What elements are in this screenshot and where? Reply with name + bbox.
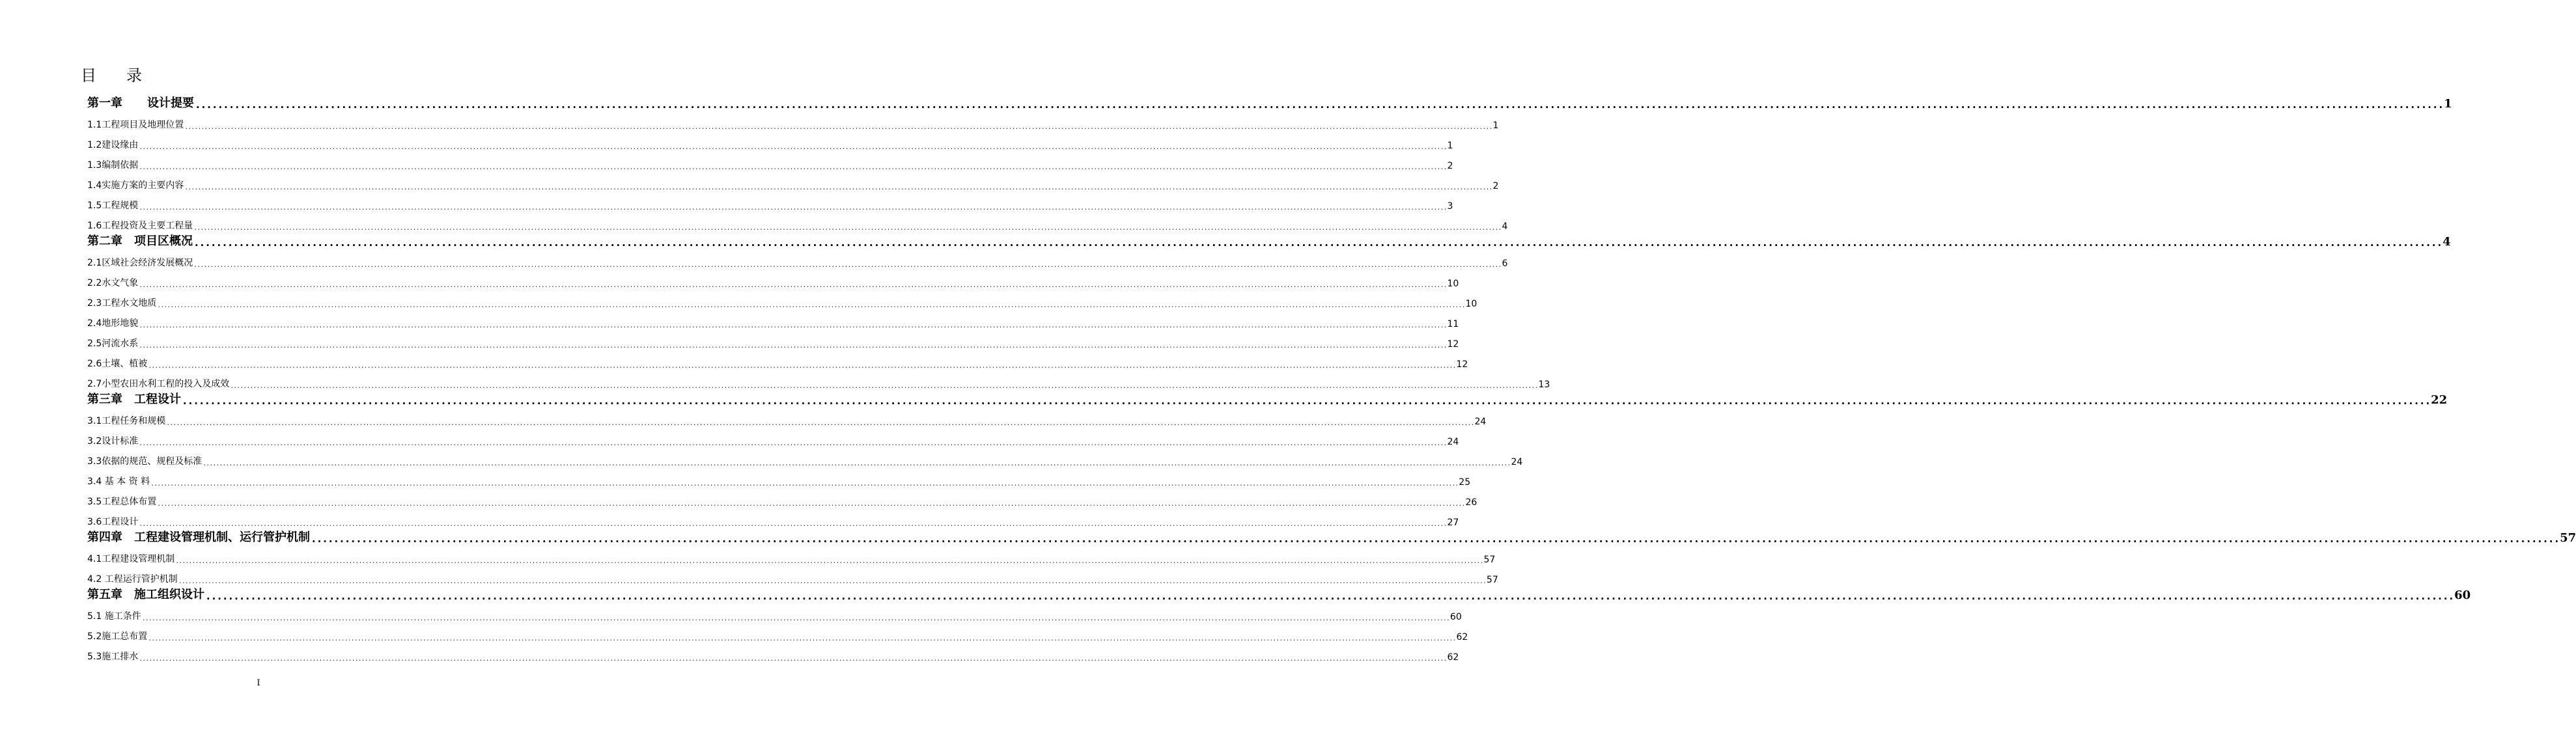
section-page-number: 60 [1449, 612, 1462, 622]
toc-section-entry[interactable] [87, 111, 1499, 131]
section-page-number: 24 [1511, 457, 1523, 467]
section-title: 1.1工程项目及地理位置 [87, 120, 184, 130]
dot-leader: ................................................................................................................................................................................................................................................................................................................................................................................................................ [184, 184, 1492, 191]
section-page-number: 13 [1538, 379, 1550, 390]
section-page-number: 4 [1502, 221, 1508, 232]
dot-leader: ................................................................................................................................................................................................................................................................................................................................................................................................................ [175, 558, 1483, 565]
chapter-number: 第四章 [87, 531, 122, 544]
section-page-number: 2 [1447, 161, 1453, 171]
section-page-number: 12 [1456, 359, 1468, 370]
section-page-number: 26 [1465, 497, 1477, 508]
chapter-page-number: 57 [2560, 531, 2576, 545]
toc-section-entry[interactable] [87, 602, 1462, 622]
dot-leader: ................................................................................................................................................................................................................................................................................................................................................................................................................ [193, 262, 1502, 269]
toc-section-entry[interactable] [87, 171, 1499, 191]
section-title: 2.7小型农田水利工程的投入及成效 [87, 379, 230, 389]
section-page-number: 62 [1456, 632, 1468, 642]
section-title: 5.2施工总布置 [87, 631, 148, 642]
toc-section-entry[interactable] [87, 565, 1498, 585]
section-title: 5.1 施工条件 [87, 611, 141, 622]
section-page-number: 10 [1447, 279, 1459, 289]
dot-leader: ................................................................................................................................................................................................................................................................................................................................................................................................................ [139, 440, 1447, 447]
section-title: 3.6工程设计 [87, 517, 139, 527]
section-page-number: 10 [1465, 299, 1477, 309]
chapter-number: 第二章 [87, 234, 122, 248]
chapter-heading [87, 232, 193, 249]
toc-section-entry[interactable] [87, 642, 1459, 663]
toc-section-entry[interactable] [87, 508, 1459, 528]
dot-leader: ................................................................................................................................................................................................................................................................................................................................................................................................................ [184, 124, 1492, 131]
chapter-number: 第三章 [87, 393, 122, 406]
toc-section-entry[interactable] [87, 467, 1471, 488]
chapter-page-number: 60 [2454, 588, 2471, 602]
toc-section-entry[interactable] [87, 545, 1496, 565]
toc-chapter-entry[interactable] [87, 390, 2448, 407]
toc-section-entry[interactable] [87, 488, 1477, 508]
section-page-number: 25 [1459, 477, 1471, 488]
dot-leader: ................................................................................................................................................................................................................................................................................................................................................................................................................ [205, 590, 2454, 602]
dot-leader: ................................................................................................................................................................................................................................................................................................................................................................................................................ [203, 460, 1511, 467]
dot-leader: ................................................................................................................................................................................................................................................................................................................................................................................................................ [139, 282, 1447, 289]
section-title: 1.4实施方案的主要内容 [87, 180, 184, 191]
toc-section-entry[interactable] [87, 622, 1468, 642]
section-title: 1.3编制依据 [87, 160, 139, 171]
dot-leader: ................................................................................................................................................................................................................................................................................................................................................................................................................ [139, 204, 1447, 212]
chapter-number: 第一章 [87, 96, 122, 110]
chapter-title: 工程设计 [134, 393, 181, 406]
toc-section-entry[interactable] [87, 447, 1523, 467]
section-page-number: 1 [1447, 141, 1453, 151]
toc-section-entry[interactable] [87, 350, 1468, 370]
dot-leader: ................................................................................................................................................................................................................................................................................................................................................................................................................ [311, 532, 2560, 545]
section-page-number: 3 [1447, 201, 1453, 212]
toc-section-entry[interactable] [87, 370, 1550, 390]
section-title: 2.1区域社会经济发展概况 [87, 258, 193, 268]
toc-section-entry[interactable] [87, 151, 1453, 171]
chapter-number: 第五章 [87, 588, 122, 601]
dot-leader: ................................................................................................................................................................................................................................................................................................................................................................................................................ [166, 420, 1474, 427]
toc-title-char-1: 目 [81, 66, 96, 85]
section-page-number: 62 [1447, 652, 1459, 663]
chapter-title: 设计提要 [147, 96, 194, 110]
dot-leader: ................................................................................................................................................................................................................................................................................................................................................................................................................ [157, 302, 1465, 309]
section-title: 3.5工程总体布置 [87, 497, 157, 507]
dot-leader: ................................................................................................................................................................................................................................................................................................................................................................................................................ [230, 383, 1538, 390]
dot-leader: ................................................................................................................................................................................................................................................................................................................................................................................................................ [148, 635, 1456, 642]
dot-leader: ................................................................................................................................................................................................................................................................................................................................................................................................................ [139, 342, 1447, 350]
toc-section-entry[interactable] [87, 249, 1508, 269]
section-page-number: 11 [1447, 319, 1459, 329]
section-title: 4.1工程建设管理机制 [87, 554, 175, 564]
dot-leader: ................................................................................................................................................................................................................................................................................................................................................................................................................ [195, 98, 2444, 111]
toc-title-char-2: 录 [126, 66, 142, 85]
dot-leader: ................................................................................................................................................................................................................................................................................................................................................................................................................ [139, 322, 1447, 329]
dot-leader: ................................................................................................................................................................................................................................................................................................................................................................................................................ [148, 363, 1456, 370]
dot-leader: ................................................................................................................................................................................................................................................................................................................................................................................................................ [141, 615, 1449, 622]
section-title: 4.2 工程运行管护机制 [87, 574, 178, 585]
chapter-page-number: 4 [2443, 235, 2451, 249]
toc-section-entry[interactable] [87, 329, 1459, 350]
chapter-title: 项目区概况 [134, 234, 193, 248]
section-page-number: 24 [1447, 437, 1459, 447]
toc-chapter-entry[interactable] [87, 232, 2451, 249]
section-page-number: 6 [1502, 258, 1508, 269]
dot-leader: ................................................................................................................................................................................................................................................................................................................................................................................................................ [139, 655, 1447, 663]
section-title: 3.2设计标准 [87, 436, 139, 447]
section-title: 3.3依据的规范、规程及标准 [87, 456, 203, 467]
section-title: 2.6土壤、植被 [87, 359, 148, 369]
chapter-heading [87, 390, 181, 407]
toc-section-entry[interactable] [87, 269, 1459, 289]
section-page-number: 27 [1447, 517, 1459, 528]
dot-leader: ................................................................................................................................................................................................................................................................................................................................................................................................................ [193, 236, 2443, 249]
chapter-heading [87, 585, 204, 602]
section-title: 5.3施工排水 [87, 652, 139, 662]
toc-section-entry[interactable] [87, 212, 1508, 232]
dot-leader: ................................................................................................................................................................................................................................................................................................................................................................................................................ [182, 394, 2431, 407]
section-title: 1.5工程规模 [87, 200, 139, 211]
toc-chapter-entry[interactable] [87, 528, 2576, 545]
toc-section-entry[interactable] [87, 289, 1477, 309]
table-of-contents [87, 94, 2576, 663]
page-footer-number: I [257, 678, 260, 688]
dot-leader: ................................................................................................................................................................................................................................................................................................................................................................................................................ [139, 521, 1447, 528]
chapter-heading [87, 528, 310, 545]
dot-leader: ................................................................................................................................................................................................................................................................................................................................................................................................................ [139, 144, 1447, 151]
section-page-number: 2 [1492, 181, 1499, 191]
section-title: 2.3工程水文地质 [87, 298, 157, 309]
section-title: 3.4 基 本 资 料 [87, 476, 150, 487]
section-title: 2.5河流水系 [87, 338, 139, 349]
dot-leader: ................................................................................................................................................................................................................................................................................................................................................................................................................ [150, 480, 1459, 488]
chapter-page-number: 22 [2431, 393, 2448, 407]
section-page-number: 24 [1474, 417, 1487, 427]
chapter-title: 工程建设管理机制、运行管护机制 [134, 531, 310, 544]
section-title: 1.2建设缘由 [87, 140, 139, 150]
section-page-number: 1 [1492, 120, 1499, 131]
section-page-number: 57 [1486, 575, 1498, 585]
section-title: 2.2水文气象 [87, 278, 139, 288]
chapter-title: 施工组织设计 [134, 588, 204, 601]
section-title: 1.6工程投资及主要工程量 [87, 221, 193, 231]
toc-section-entry[interactable] [87, 309, 1459, 329]
section-page-number: 57 [1483, 555, 1496, 565]
dot-leader: ................................................................................................................................................................................................................................................................................................................................................................................................................ [157, 501, 1465, 508]
chapter-heading [87, 94, 194, 111]
toc-section-entry[interactable] [87, 427, 1459, 447]
toc-section-entry[interactable] [87, 191, 1453, 212]
toc-chapter-entry[interactable] [87, 94, 2452, 111]
section-title: 2.4地形地貌 [87, 318, 139, 329]
toc-chapter-entry[interactable] [87, 585, 2471, 602]
dot-leader: ................................................................................................................................................................................................................................................................................................................................................................................................................ [193, 225, 1502, 232]
section-title: 3.1工程任务和规模 [87, 416, 166, 426]
chapter-page-number: 1 [2444, 97, 2452, 111]
toc-section-entry[interactable] [87, 407, 1487, 427]
toc-section-entry[interactable] [87, 131, 1453, 151]
dot-leader: ................................................................................................................................................................................................................................................................................................................................................................................................................ [139, 164, 1447, 171]
section-page-number: 12 [1447, 339, 1459, 350]
dot-leader: ................................................................................................................................................................................................................................................................................................................................................................................................................ [178, 578, 1486, 585]
